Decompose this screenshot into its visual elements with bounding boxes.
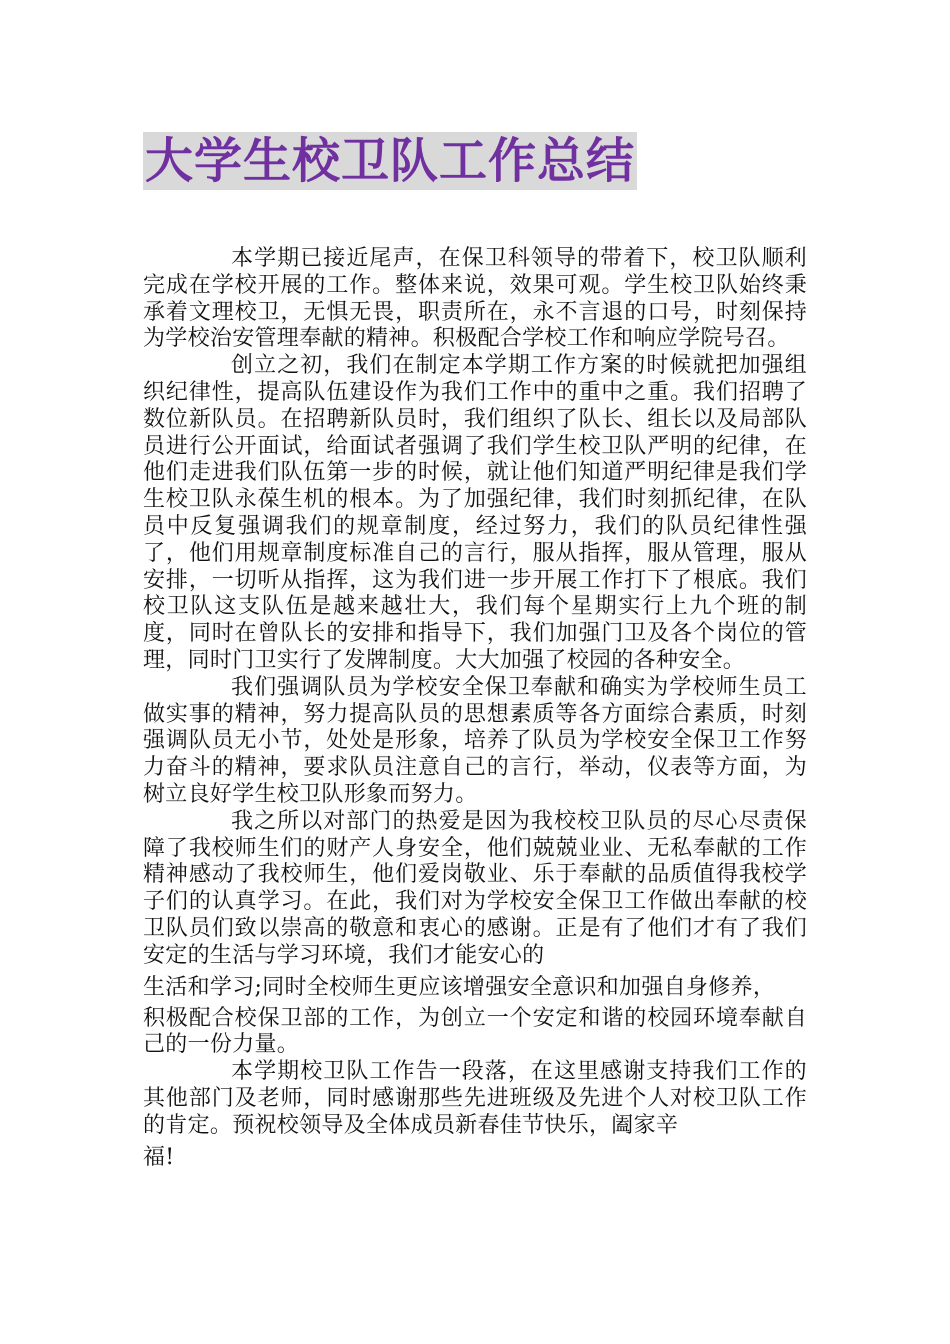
paragraph-1: 本学期已接近尾声，在保卫科领导的带着下，校卫队顺利完成在学校开展的工作。整体来说，效果可观。学生校卫队始终秉承着文理校卫，无惧无畏，职责所在，永不言退的口号，时刻保持为学校治安管理奉献的精神。积极配合学校工作和响应学院号召。 xyxy=(143,246,807,352)
paragraph-2: 创立之初，我们在制定本学期工作方案的时候就把加强组织纪律性，提高队伍建设作为我们工作中的重中之重。我们招聘了数位新队员。在招聘新队员时，我们组织了队长、组长以及局部队员进行公开面试，给面试者强调了我们学生校卫队严明的纪律，在他们走进我们队伍第一步的时候，就让他们知道严明纪律是我们学生校卫队永葆生机的根本。为了加强纪律，我们时刻抓纪律，在队员中反复强调我们的规章制度，经过努力，我们的队员纪律性强了，他们用规章制度标准自己的言行，服从指挥，服从管理，服从安排，一切听从指挥，这为我们进一步开展工作打下了根底。我们校卫队这支队伍是越来越壮大，我们每个星期实行上九个班的制度，同时在曾队长的安排和指导下，我们加强门卫及各个岗位的管理，同时门卫实行了发牌制度。大大加强了校园的各种安全。 xyxy=(143,353,807,673)
paragraph-5-end: 福! xyxy=(143,1144,175,1170)
page-title: 大学生校卫队工作总结 xyxy=(145,133,636,189)
paragraph-5: 本学期校卫队工作告一段落，在这里感谢支持我们工作的其他部门及老师，同时感谢那些先进班级及先进个人对校卫队工作的肯定。预祝校领导及全体成员新春佳节快乐，阖家辛 xyxy=(143,1059,807,1138)
paragraph-4: 我之所以对部门的热爱是因为我校校卫队员的尽心尽责保障了我校师生们的财产人身安全，他们兢兢业业、无私奉献的工作精神感动了我校师生，他们爱岗敬业、乐于奉献的品质值得我校学子们的认真学习。在此，我们对为学校安全保卫工作做出奉献的校卫队员们致以崇高的敬意和衷心的感谢。正是有了他们才有了我们安定的生活与学习环境，我们才能安心的 xyxy=(143,808,807,968)
paragraph-3: 我们强调队员为学校安全保卫奉献和确实为学校师生员工做实事的精神，努力提高队员的思想素质等各方面综合素质，时刻强调队员无小节，处处是形象，培养了队员为学校安全保卫工作努力奋斗的精神，要求队员注意自己的言行，举动，仪表等方面，为树立良好学生校卫队形象而努力。 xyxy=(143,674,807,807)
document-body xyxy=(143,246,807,1176)
paragraph-4-end: 积极配合校保卫部的工作，为创立一个安定和谐的校园环境奉献自己的一份力量。 xyxy=(143,1005,807,1058)
paragraph-4-continuation: 生活和学习;同时全校师生更应该增强安全意识和加强自身修养， xyxy=(143,974,776,1000)
